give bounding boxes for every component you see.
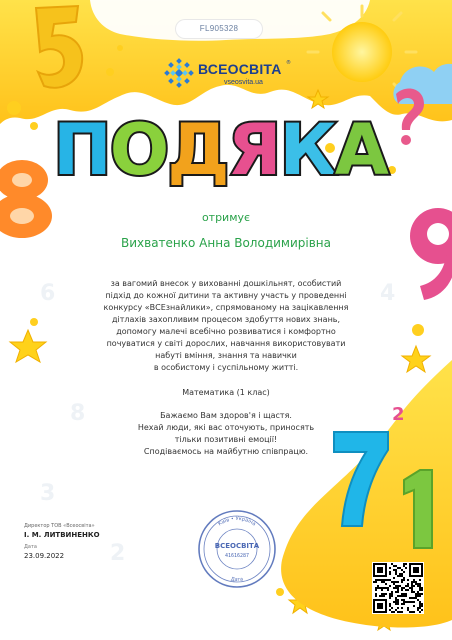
logo <box>162 56 292 92</box>
logo-registered-mark: ® <box>286 60 291 66</box>
body-line: допомогу малечі всебічно розвиватися і комфортно <box>116 327 336 336</box>
svg-text:Київ • Україна: Київ • Україна <box>217 515 257 528</box>
signer-name: І. М. ЛИТВИНЕНКО <box>24 531 100 539</box>
svg-text:3: 3 <box>40 481 56 506</box>
svg-text:ВСЕОСВІТА: ВСЕОСВІТА <box>214 542 260 550</box>
svg-text:41616287: 41616287 <box>224 553 250 559</box>
wishes-line: Сподіваємось на майбутню співпрацю. <box>143 447 309 456</box>
recipient-name: Вихватенко Анна Володимирівна <box>120 236 331 250</box>
body-text <box>100 278 352 374</box>
svg-text:4: 4 <box>380 281 396 306</box>
body-line: дітлахів захопливим процесом здобуття нових знань, <box>111 315 341 324</box>
qr-code[interactable] <box>372 562 424 614</box>
body-line: за вагомий внесок у вихованні дошкільнят, особистий <box>110 279 342 288</box>
wishes-text <box>100 410 352 458</box>
svg-text:Дата: Дата <box>230 576 244 584</box>
logo-brand: ВСЕОСВІТА <box>198 61 282 77</box>
body-line: почуватися у світі дорослих, навчання використовувати <box>106 339 346 348</box>
wishes-line: Бажаємо Вам здоров'я і щастя. <box>160 411 292 420</box>
certificate-code: FL905328 <box>176 20 262 38</box>
recipient-label: отримує <box>201 211 251 224</box>
svg-text:2: 2 <box>110 541 126 566</box>
wishes-line: тільки позитивні емоції! <box>174 435 278 444</box>
decor-number-2-icon: 2 <box>392 404 405 425</box>
page-title <box>53 100 387 191</box>
svg-text:8: 8 <box>70 401 86 426</box>
body-line: конкурсу «ВСЕзнайлики», спрямованому на зацікавлення <box>103 303 349 312</box>
official-stamp-icon <box>196 508 278 590</box>
body-line: набуті вміння, знання та навички <box>155 351 297 360</box>
decor-question-mark-icon <box>396 89 424 145</box>
signature-block <box>24 522 164 561</box>
issue-date: 23.09.2022 <box>24 552 65 560</box>
decor-number-8-icon <box>0 160 52 238</box>
logo-site: vseosvita.ua <box>224 79 263 86</box>
signer-role: Директор ТОВ «Всеосвіта» <box>24 523 95 529</box>
snowflake-logo-icon <box>164 58 194 88</box>
decor-number-5-icon <box>36 6 82 88</box>
body-line: підхід до кожної дитини та активну участь у проведенні <box>105 291 347 300</box>
svg-text:6: 6 <box>40 281 56 306</box>
date-label: Дата <box>24 544 37 550</box>
title-text: ПОДЯКА <box>53 109 387 191</box>
subject: Математика (1 клас) <box>182 388 270 397</box>
qr-code-icon <box>372 562 424 614</box>
body-line: в особистому і суспільному житті. <box>153 363 299 372</box>
wishes-line: Нехай люди, які вас оточують, приносять <box>137 423 315 432</box>
